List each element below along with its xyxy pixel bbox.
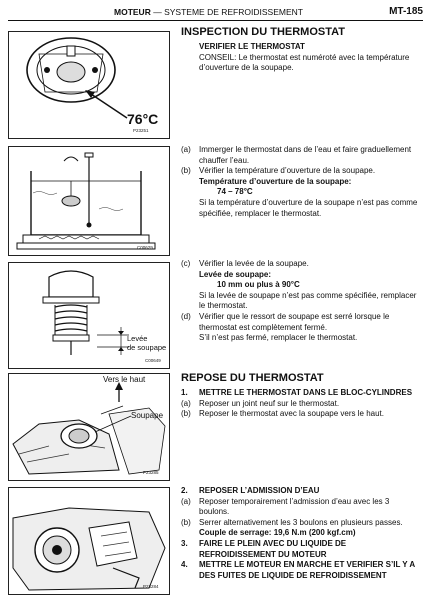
repose-step-1 <box>181 388 419 399</box>
install-thermostat-drawing <box>9 374 169 480</box>
header-section <box>114 7 303 17</box>
water-bath-drawing <box>9 147 169 255</box>
temp-note: Si la température d’ouverture de la soupape n’est pas comme spécifiée, remplacer le thermostat. <box>199 197 418 218</box>
repose-steps-2-4 <box>181 486 419 581</box>
step-text: METTRE LE THERMOSTAT DANS LE BLOC-CYLINDRES <box>199 388 413 397</box>
inspection-title: INSPECTION DU THERMOSTAT <box>181 26 345 38</box>
temp-value: 74 – 78°C <box>217 187 253 197</box>
repose-step-1a <box>181 399 419 410</box>
valve-label: Soupape <box>131 411 164 420</box>
lift-note: Si la levée de soupape n’est pas comme spécifiée, remplacer le thermostat. <box>199 290 417 311</box>
header-section-title: MOTEUR <box>114 7 151 17</box>
step-key: (c) <box>181 259 191 268</box>
inspection-steps-ab <box>181 145 419 219</box>
step-text: Reposer un joint neuf sur le thermostat. <box>199 398 340 408</box>
inspection-subtitle: VERIFIER LE THERMOSTAT <box>199 42 305 51</box>
figure-install-thermostat <box>8 373 170 481</box>
step-number: 2. <box>181 486 188 495</box>
valve-lift-label-line1: Levée <box>127 334 148 343</box>
step-key: (a) <box>181 496 191 506</box>
step-c <box>181 259 419 270</box>
figure-thermostat-marking <box>8 31 170 139</box>
step-text: Serrer alternativement les 3 boulons en plusieurs passes. <box>199 517 403 527</box>
step-key: (a) <box>181 398 191 408</box>
lift-value: 10 mm ou plus à 90°C <box>217 280 300 290</box>
step-key: (b) <box>181 166 191 176</box>
valve-lift-label <box>127 335 166 352</box>
temp-label: Température d’ouverture de la soupape: <box>199 176 352 186</box>
up-direction-label: Vers le haut <box>103 375 146 384</box>
repose-step-2 <box>181 486 419 497</box>
header-subsection: SYSTEME DE REFROIDISSEMENT <box>164 7 303 17</box>
temperature-stamp-label: 76°C <box>127 111 159 127</box>
step-key: (a) <box>181 145 191 154</box>
figure-code: C00649 <box>145 358 161 363</box>
step-number: 1. <box>181 388 188 397</box>
step-number: 4. <box>181 560 188 570</box>
d-note: S’il n’est pas fermé, remplacer le thermostat. <box>199 333 358 343</box>
thermostat-marking-drawing <box>9 32 169 138</box>
step-text: Vérifier la levée de la soupape. <box>199 259 309 268</box>
step-text: FAIRE LE PLEIN AVEC DU LIQUIDE DE REFROIDISSEMENT DU MOTEUR <box>199 538 347 559</box>
step-key: (d) <box>181 311 191 321</box>
torque-spec: Couple de serrage: 19,6 N.m (200 kgf.cm) <box>199 528 356 538</box>
header-rule <box>8 20 423 21</box>
step-a <box>181 145 419 166</box>
step-d <box>181 312 419 333</box>
valve-lift-drawing <box>9 263 169 368</box>
figure-valve-lift <box>8 262 170 369</box>
inspection-steps-cd <box>181 259 419 344</box>
figure-code: P23284 <box>143 584 159 589</box>
repose-step-1b <box>181 409 419 420</box>
step-key: (b) <box>181 517 191 527</box>
page-number: MT-185 <box>389 6 423 17</box>
repose-step-2b <box>181 518 419 529</box>
repose-title: REPOSE DU THERMOSTAT <box>181 372 324 384</box>
step-text: METTRE LE MOTEUR EN MARCHE ET VERIFIER S’IL Y A DES FUITES DE LIQUIDE DE REFROIDISSEMENT <box>199 560 415 580</box>
step-key: (b) <box>181 409 191 419</box>
figure-code: P23251 <box>133 128 149 133</box>
figure-water-bath <box>8 146 170 256</box>
inspection-conseil: CONSEIL: Le thermostat est numéroté avec la température d’ouverture de la soupape. <box>199 52 410 73</box>
repose-step-4 <box>181 560 419 581</box>
lift-label: Levée de soupape: <box>199 269 272 279</box>
step-b <box>181 166 419 177</box>
inspection-section <box>181 26 419 74</box>
water-inlet-drawing <box>9 488 169 594</box>
repose-section <box>181 372 419 420</box>
header-dash: — <box>153 7 162 17</box>
valve-lift-label-line2: de soupape <box>127 342 167 352</box>
repose-step-3 <box>181 539 419 560</box>
step-text: REPOSER L’ADMISSION D’EAU <box>199 486 320 495</box>
step-number: 3. <box>181 538 188 548</box>
figure-water-inlet <box>8 487 170 595</box>
step-text: Vérifier la température d’ouverture de la soupape. <box>199 166 376 176</box>
figure-code: P23285 <box>143 470 159 475</box>
repose-step-2a <box>181 497 419 518</box>
figure-code: C00629 <box>137 245 153 250</box>
step-text: Vérifier que le ressort de soupape est serré lorsque le thermostat est complètement fermé. <box>199 311 390 332</box>
step-text: Reposer le thermostat avec la soupape vers le haut. <box>199 409 384 419</box>
page-header <box>0 0 429 22</box>
step-text: Immerger le thermostat dans de l’eau et faire graduellement chauffer l’eau. <box>199 145 412 165</box>
step-text: Reposer temporairement l’admission d’eau avec les 3 boulons. <box>199 496 390 517</box>
